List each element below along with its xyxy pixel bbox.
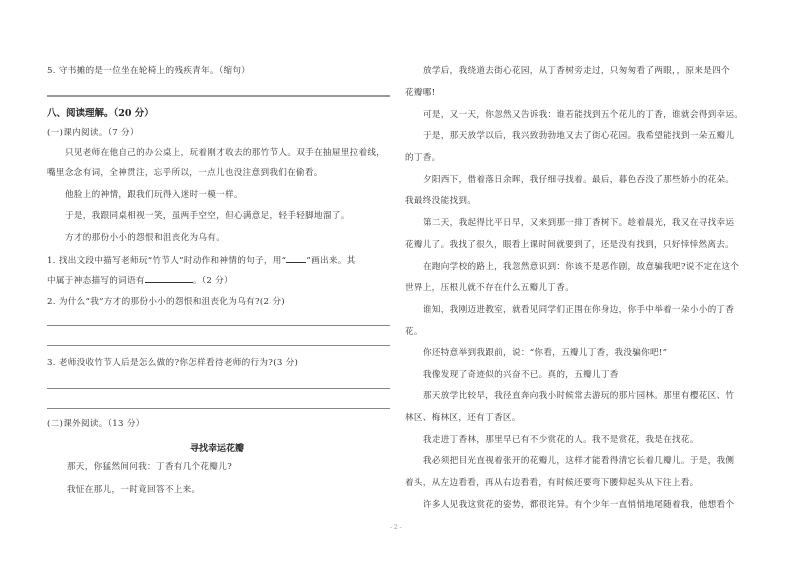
- question-1-text-a: 1. 找出文段中描写老师玩“竹节人”时动作和神情的句子，用“: [47, 256, 287, 266]
- part1-heading: (一)课内阅读。（7 分）: [47, 128, 139, 138]
- passage-paragraph: 他脸上的神情，跟我们玩得入迷时一模一样。: [65, 190, 243, 200]
- story-title: 寻找幸运花瓣: [190, 444, 245, 454]
- story-line: 你还特意举到我跟前，说：“你看，五瓣儿丁香，我没骗你吧!”: [423, 348, 668, 358]
- story-line: 着头，从左边看看，再从右边看看，有时候还要弯下腰仰起头从下往上看。: [405, 478, 699, 488]
- story-line: 放学后，我绕道去街心花园，从丁香树旁走过，只匆匆看了两眼，，原来是四个: [423, 66, 730, 76]
- story-line: 那天放学比较早，我径直奔向我小时候常去游玩的那片园林。那里有樱花区、竹: [423, 391, 735, 401]
- question-1-text-d: 。（2 分）: [192, 276, 233, 286]
- underline-symbol: [286, 262, 306, 263]
- question-1-line1: [47, 256, 356, 267]
- story-line: 我像发现了奇迹似的兴奋不已。真的，五瓣儿丁香: [423, 370, 619, 380]
- story-line: 夕阳西下，借着落日余晖，我仔细寻找着。最后，暮色吞没了那些娇小的花朵。: [423, 175, 735, 185]
- question-1-text-b: ”画出来。其: [306, 256, 356, 266]
- story-line: 在跑向学校的路上，我忽然意识到：你该不是恶作剧，故意骗我吧?说不定在这个: [423, 262, 740, 272]
- answer-line-q2-2[interactable]: [47, 345, 390, 346]
- answer-line-q3-2[interactable]: [47, 408, 390, 409]
- fill-in-blank-q1[interactable]: [145, 282, 193, 283]
- story-paragraph: 我怔在那儿，一时竟回答不上来。: [67, 485, 201, 495]
- part2-heading: (二)课外阅读。（13 分）: [47, 419, 145, 429]
- question-1-text-c: 中属于神态描写的词语有: [47, 276, 145, 286]
- story-line: 许多人见我这赏花的姿势，都很诧异。有个少年一直悄悄地尾随着我，他想看个: [423, 500, 735, 510]
- story-line: 谁知，我刚迈进教室，就看见同学们正围在你身边，你手中举着一朵小小的丁香: [423, 305, 735, 315]
- passage-paragraph: 方才的那份小小的怨恨和沮丧化为乌有。: [65, 233, 226, 243]
- story-paragraph: 那天，你猛然间问我：丁香有几个花瓣儿?: [67, 462, 232, 472]
- story-line: 我必须把目光直视着张开的花瓣儿，这样才能看得清它长着几瓣儿。于是，我侧: [423, 456, 735, 466]
- story-line: 可是，又一天，你忽然又告诉我：谁若能找到五个花儿的丁香，谁就会得到幸运。: [423, 110, 744, 120]
- story-line: 的丁香。: [405, 153, 441, 163]
- story-line: 林区、梅林区，还有丁香区。: [405, 413, 521, 423]
- question-3: 3. 老师没收竹节人后是怎么做的?你怎样看待老师的行为?(3 分): [47, 358, 299, 368]
- passage-paragraph: 只见老师在他自己的办公桌上，玩着刚才收去的那竹节人。双手在抽屉里拉着线，: [65, 148, 386, 158]
- story-line: 花。: [405, 327, 423, 337]
- story-line: 第二天，我起得比平日早，又来到那一排丁香树下。趁着晨光，我又在寻找幸运: [423, 218, 735, 228]
- section-heading: 八、阅读理解。（20 分）: [47, 108, 154, 119]
- story-line: 我最终没能找到。: [405, 196, 477, 206]
- story-line: 于是，那天放学以后，我兴致勃勃地又去了街心花园。我希望能找到一朵五瓣儿: [423, 131, 735, 141]
- question-5: 5. 守书摊的是一位坐在轮椅上的残疾青年。（缩句）: [47, 66, 251, 76]
- page-number: - 2 -: [390, 524, 402, 531]
- question-1-line2: [47, 276, 233, 287]
- story-line: 花瓣儿了。我找了很久，眼看上课时间就要到了，还是没有找到，只好悻悻然离去。: [405, 240, 735, 250]
- passage-paragraph: 嘴里念念有词，全神贯注，忘乎所以，一点儿也没注意到我们在偷看。: [47, 168, 323, 178]
- answer-line-q3-1[interactable]: [47, 388, 390, 389]
- question-2: 2. 为什么“我”方才的那份小小的怨恨和沮丧化为乌有?(2 分): [47, 297, 285, 307]
- story-line: 花瓣哪!: [405, 88, 436, 98]
- answer-line-q5[interactable]: [47, 95, 390, 97]
- answer-line-q2-1[interactable]: [47, 325, 390, 326]
- passage-paragraph: 于是，我跟同桌相视一笑，虽两手空空，但心满意足，轻手轻脚地溜了。: [65, 211, 350, 221]
- story-line: 世界上，压根儿就不存在什么五瓣儿丁香。: [405, 283, 574, 293]
- story-line: 我走进丁香林，那里早已有不少赏花的人。我不是赏花，我是在找花。: [423, 435, 699, 445]
